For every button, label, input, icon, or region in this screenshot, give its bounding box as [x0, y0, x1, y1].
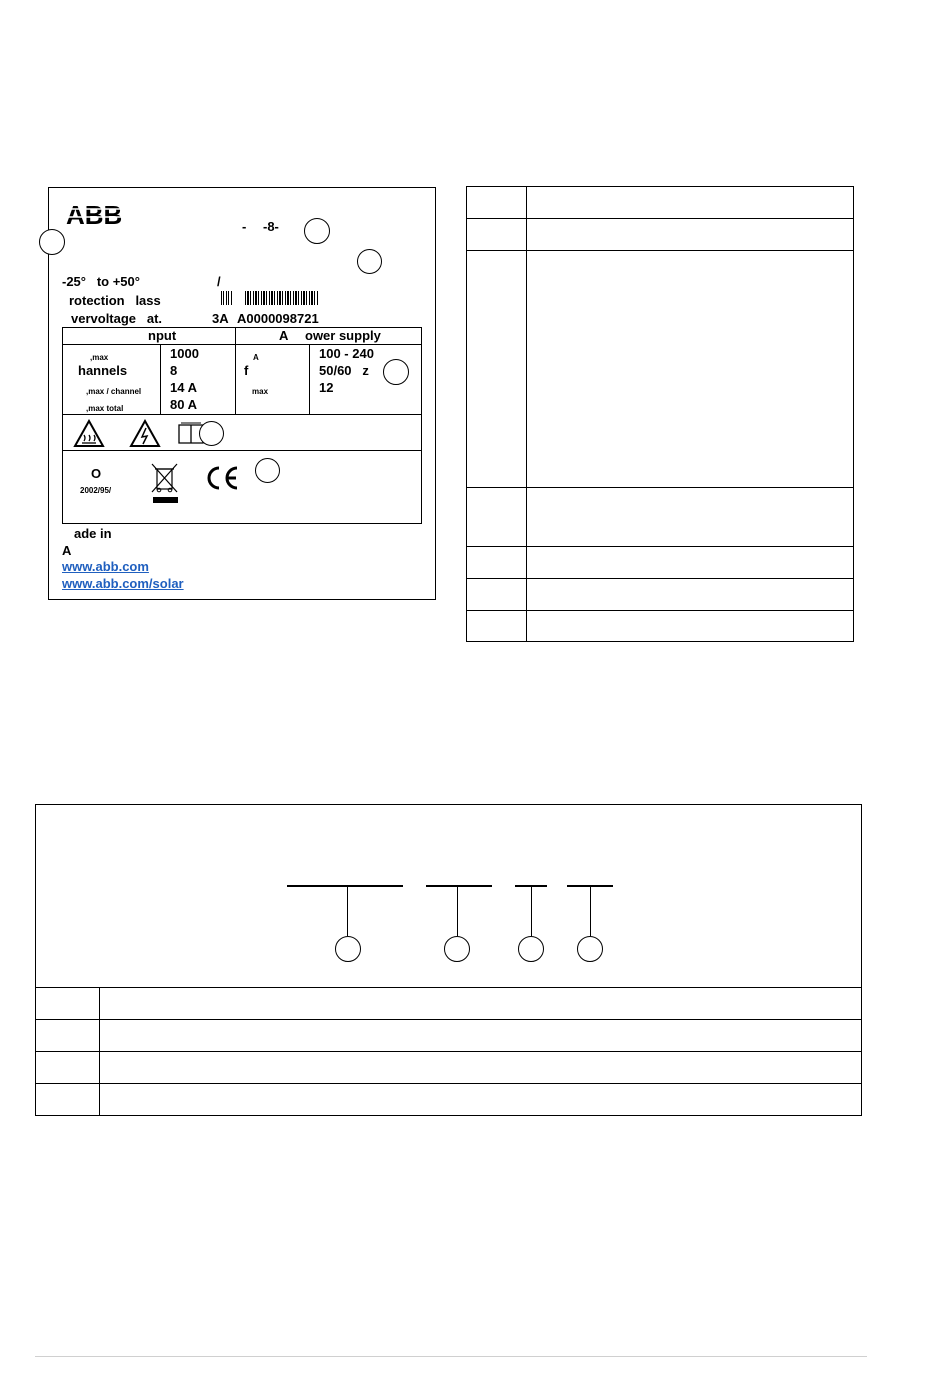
part-number: A0000098721 [237, 311, 319, 326]
input-value-channels: 8 [170, 363, 178, 378]
aux-label-max: max [252, 387, 269, 396]
code-table-row [35, 987, 862, 988]
callout-circle-2 [304, 218, 330, 244]
part-prefix: 3A [212, 311, 229, 326]
key-table [466, 186, 854, 642]
aux-label-f: f [244, 363, 249, 378]
aux-value-power: 12 [319, 380, 334, 395]
input-label-imax-channel: ,max / channel [86, 387, 142, 396]
aux-value-voltage: 100 - 240 [319, 346, 374, 361]
input-value-imax-channel: 14 A [170, 380, 197, 395]
abb-logo [66, 200, 128, 232]
weee-o: O [91, 466, 102, 481]
code-callout-3 [518, 936, 544, 962]
weee-directive: 2002/95/ [80, 486, 112, 495]
temperature-slash: / [217, 274, 221, 289]
aux-header: ower supply [305, 328, 381, 343]
callout-circle-4 [383, 359, 409, 385]
aux-header-a: A [279, 328, 289, 343]
input-label-imax-total: ,max total [86, 404, 124, 413]
code-segment-2 [426, 885, 492, 887]
hot-surface-icon [73, 419, 105, 448]
input-value-vmax: 1000 [170, 346, 199, 361]
temperature-range: -25° to +50° [62, 274, 140, 289]
weee-bin-icon [150, 461, 180, 505]
code-table-row [35, 1051, 862, 1052]
callout-circle-3 [357, 249, 382, 274]
made-in: ade in [74, 526, 112, 541]
barcode-small [221, 291, 232, 305]
input-header: nput [148, 328, 177, 343]
abb-solar-link[interactable]: www.abb.com/solar [62, 576, 184, 591]
barcode-large [245, 291, 318, 305]
input-value-imax-total: 80 A [170, 397, 197, 412]
key-table-row [466, 546, 854, 547]
input-label-vmax: ,max [90, 353, 109, 362]
aux-value-frequency: 50/60 z [319, 363, 369, 378]
callout-circle-5 [199, 421, 224, 446]
abb-website-link[interactable]: www.abb.com [62, 559, 149, 574]
code-callout-4 [577, 936, 603, 962]
code-table-row [35, 1019, 862, 1020]
code-table-row [35, 1083, 862, 1084]
code-callout-2 [444, 936, 470, 962]
overvoltage-category: vervoltage at. [71, 311, 163, 326]
model-fragment-1: - [242, 219, 247, 234]
input-label-channels: hannels [78, 363, 128, 378]
code-segment-1 [287, 885, 403, 887]
high-voltage-icon [129, 419, 161, 448]
key-table-row [466, 250, 854, 251]
footer-rule [35, 1356, 867, 1357]
key-table-row [466, 578, 854, 579]
callout-circle-6 [255, 458, 280, 483]
type-code-diagram [35, 804, 862, 1116]
code-callout-1 [335, 936, 361, 962]
aux-label-a: A [253, 353, 259, 362]
key-table-row [466, 610, 854, 611]
svg-text:ABB: ABB [66, 200, 123, 227]
protection-class: rotection lass [69, 293, 161, 308]
model-fragment-2: -8- [263, 219, 279, 234]
ce-mark-icon [203, 466, 240, 490]
key-table-row [466, 218, 854, 219]
key-table-row [466, 487, 854, 488]
abb-logo-graphic [66, 200, 128, 227]
made-in-country: A [62, 543, 72, 558]
callout-circle-1 [39, 229, 65, 255]
